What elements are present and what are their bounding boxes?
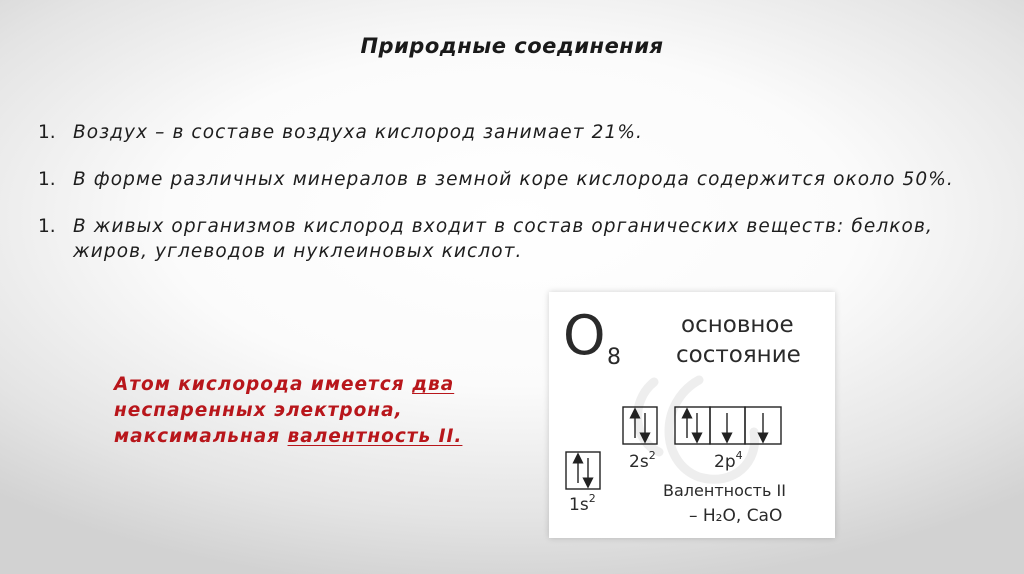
list-item-number: 1. — [38, 169, 56, 190]
valence-callout — [114, 372, 494, 450]
watermark-leaf-icon — [638, 380, 755, 479]
list-item-number: 1. — [38, 216, 56, 237]
list-item-text-line: В живых организмов кислород входит в состав органических веществ: белков, — [73, 216, 933, 237]
list-item-text-line: жиров, углеводов и нуклеиновых кислот. — [73, 241, 523, 262]
callout-text: максимальная — [114, 426, 288, 447]
element-symbol: O — [563, 304, 606, 367]
valence-label: Валентность II — [663, 481, 786, 500]
orbital-label-2s: $2s^2$ — [629, 449, 656, 472]
slide-title: Природные соединения — [360, 34, 664, 58]
callout-underlined: два — [412, 374, 455, 395]
electron-configuration-diagram — [549, 292, 835, 538]
facts-list — [38, 120, 998, 264]
state-label: состояние — [676, 342, 801, 368]
list-item-number: 1. — [38, 122, 56, 143]
list-item-text: В форме различных минералов в земной коре кислорода содержится около 50%. — [73, 169, 954, 190]
list-item — [38, 167, 998, 192]
state-label: основное — [681, 312, 794, 338]
atomic-number: 8 — [607, 345, 621, 370]
orbital-box-2p — [675, 407, 781, 444]
callout-text: неспаренных электрона, — [114, 400, 403, 421]
orbital-box-1s — [566, 452, 600, 489]
list-item — [38, 214, 998, 264]
valence-examples: – H₂O, CaO — [689, 506, 783, 526]
orbital-label-2p: $2p^4$ — [714, 449, 743, 472]
list-item — [38, 120, 998, 145]
callout-underlined: валентность II. — [287, 426, 463, 447]
orbital-label-1s: $1s^2$ — [569, 492, 596, 515]
callout-text: Атом кислорода имеется — [114, 374, 413, 395]
list-item-text: Воздух – в составе воздуха кислород занимает 21%. — [73, 122, 644, 143]
